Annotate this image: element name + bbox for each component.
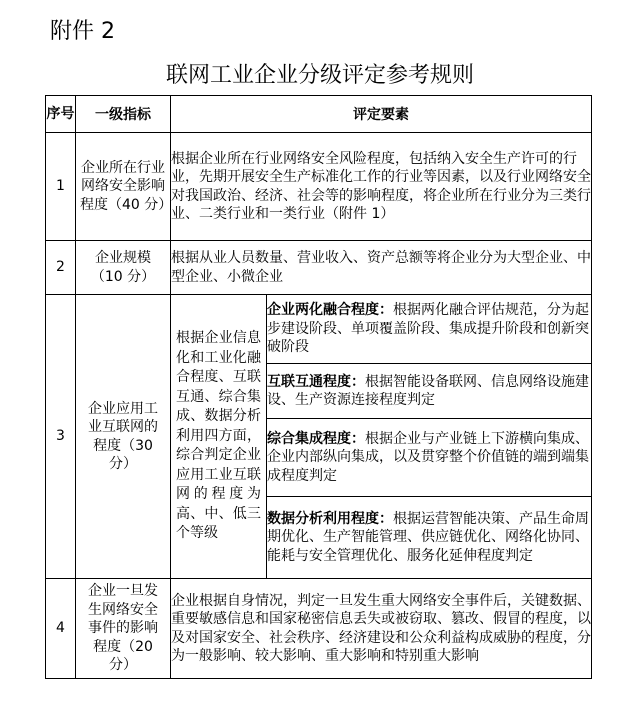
row-elements: 企业根据自身情况，判定一旦发生重大网络安全事件后，关键数据、重要敏感信息和国家秘密信息丢失或被窃取、篡改、假冒的程度，以及对国家安全、社会秩序、经济建设和公众利益构成威胁的程度，分为一般影响、较大影响、重大影响和特别重大影响	[171, 579, 592, 679]
table-row	[46, 133, 592, 241]
sub-rule-label: 综合集成程度：	[267, 430, 365, 447]
sub-rule-label: 数据分析利用程度：	[267, 510, 393, 527]
sub-rule	[267, 364, 592, 419]
row-elements: 根据企业所在行业网络安全风险程度，包括纳入安全生产许可的行业，先期开展安全生产标准化工作的行业等因素，以及行业网络安全对我国政治、经济、社会等的影响程度，将企业所在行业分为三类行业、二类行业和一类行业（附件 1）	[171, 133, 592, 241]
sub-rule	[267, 419, 592, 497]
table-header-row	[46, 96, 592, 133]
attachment-label: 附件 2	[50, 19, 115, 44]
row-indicator: 企业规模（10 分）	[76, 241, 171, 295]
header-indicator: 一级指标	[76, 96, 171, 133]
table-row	[46, 295, 592, 364]
header-seq: 序号	[46, 96, 76, 133]
sub-rule-label: 企业两化融合程度：	[267, 302, 393, 319]
row-middle-description: 根据企业信息化和工业化融合程度、互联互通、综合集成、数据分析利用四方面，综合判定企业应用工业互联网的程度为高、中、低三个等级	[171, 295, 267, 579]
header-elements: 评定要素	[171, 96, 592, 133]
sub-rule-text: 根据运营智能决策、产品生命周期优化、生产智能管理、供应链优化、网络化协同、能耗与安全管理优化、服务化延伸程度判定	[267, 510, 589, 564]
row-seq: 4	[46, 579, 76, 679]
sub-rule-text: 根据智能设备联网、信息网络设施建设、生产资源连接程度判定	[267, 373, 589, 408]
row-elements: 根据从业人员数量、营业收入、资产总额等将企业分为大型企业、中型企业、小微企业	[171, 241, 592, 295]
document-title: 联网工业企业分级评定参考规则	[165, 63, 474, 88]
row-seq: 1	[46, 133, 76, 241]
row-indicator: 企业应用工业互联网的程度（30 分）	[76, 295, 171, 579]
row-seq: 3	[46, 295, 76, 579]
row-seq: 2	[46, 241, 76, 295]
table-row	[46, 579, 592, 679]
sub-rule	[267, 295, 592, 364]
row-indicator: 企业一旦发生网络安全事件的影响程度（20 分）	[76, 579, 171, 679]
rules-table	[45, 95, 592, 679]
sub-rule-text: 根据企业与产业链上下游横向集成、企业内部纵向集成，以及贯穿整个价值链的端到端集成程度判定	[267, 430, 589, 484]
sub-rule	[267, 497, 592, 579]
row-indicator: 企业所在行业网络安全影响程度（40 分）	[76, 133, 171, 241]
table-row	[46, 241, 592, 295]
sub-rule-text: 根据两化融合评估规范，分为起步建设阶段、单项覆盖阶段、集成提升阶段和创新突破阶段	[267, 302, 589, 356]
sub-rule-label: 互联互通程度：	[267, 373, 365, 390]
